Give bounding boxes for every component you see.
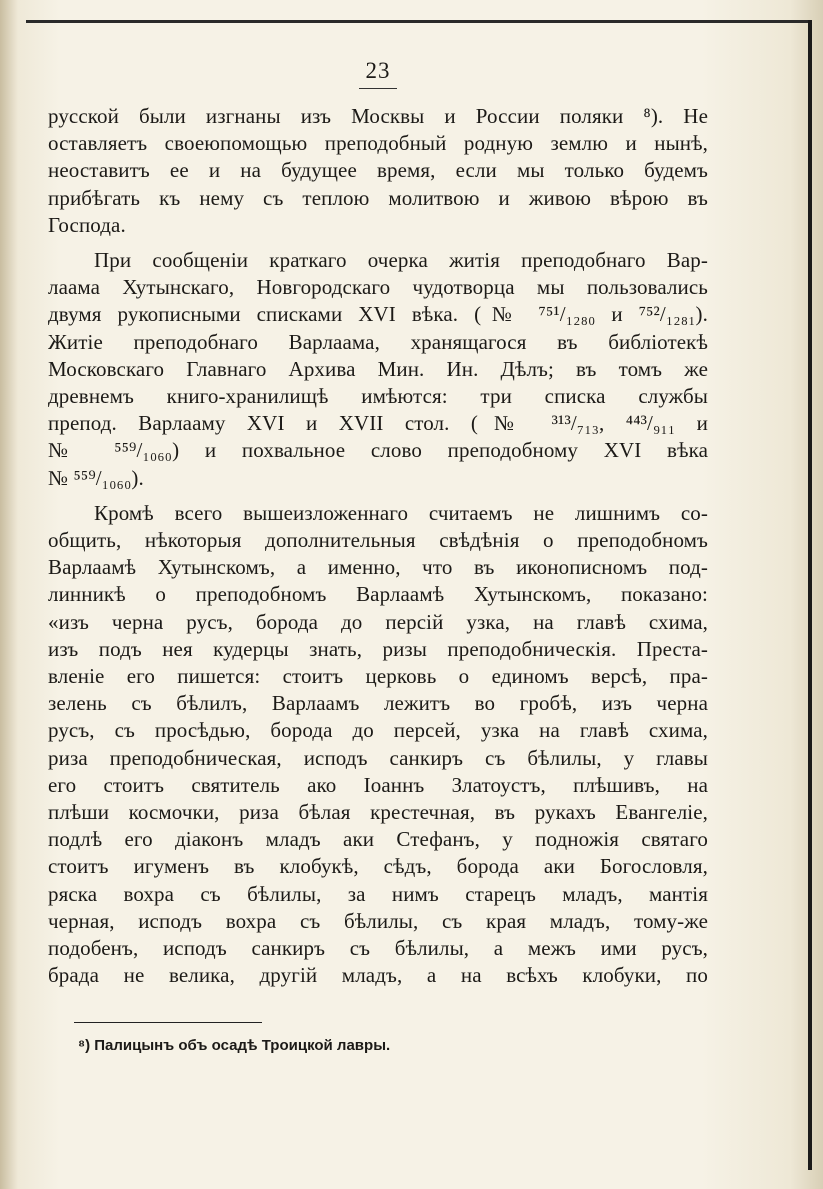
text-line: № ⁵⁵⁹/₁₀₆₀) и похвальное слово преподобному XVI вѣка <box>48 438 708 463</box>
text-line: «изъ черна русъ, борода до персій узка, на главѣ схима, <box>48 609 708 634</box>
document-page <box>48 58 708 1054</box>
paragraph-2 <box>48 247 708 492</box>
text-line: русъ, съ просѣдью, борода до персей, узка на главѣ схима, <box>48 718 708 743</box>
text-line: подлѣ его діаконъ младъ аки Стефанъ, у подножія святаго <box>48 827 708 852</box>
text-line: Житіе преподобнаго Варлаама, хранящагося въ библіотекѣ <box>48 329 708 354</box>
text-line: черная, исподъ вохра съ бѣлилы, съ края младъ, тому-же <box>48 908 708 933</box>
text-line: древнемъ книго-хранилищѣ имѣются: три списка службы <box>48 384 708 409</box>
text-line: препод. Варлааму XVI и XVII стол. (№ ³¹³/₇₁₃, ⁴⁴³/₉₁₁ и <box>48 411 708 436</box>
text-line: неоставитъ ее и на будущее время, если мы только будемъ <box>48 158 708 183</box>
text-line: общить, нѣкоторыя дополнительныя свѣдѣнія о преподобномъ <box>48 528 708 553</box>
text-line: прибѣгать къ нему съ теплою молитвою и живою вѣрою въ <box>48 185 708 210</box>
text-line: При сообщеніи краткаго очерка житія преподобнаго Вар- <box>94 248 708 273</box>
text-line: линникѣ о преподобномъ Варлаамѣ Хутынскомъ, показано: <box>48 582 708 607</box>
text-line: риза преподобническая, исподъ санкиръ съ бѣлилы, у главы <box>48 745 708 770</box>
text-line: ряска вохра съ бѣлилы, за нимъ старецъ младъ, мантія <box>48 881 708 906</box>
text-line: русской были изгнаны изъ Москвы и России поляки ⁸). Не <box>48 104 708 128</box>
text-line: его стоитъ святитель ако Іоаннъ Златоустъ, плѣшивъ, на <box>48 772 708 797</box>
text-line: подобенъ, исподъ санкиръ съ бѣлилы, а межъ ими русъ, <box>48 936 708 961</box>
text-line: Московскаго Главнаго Архива Мин. Ин. Дѣлъ; въ томъ же <box>48 356 708 381</box>
footnote-rule <box>74 1022 262 1023</box>
text-line: Варлаамѣ Хутынскомъ, а именно, что въ иконописномъ под- <box>48 555 708 580</box>
text-line: зелень съ бѣлилъ, Варлаамъ лежитъ во гробѣ, изъ черна <box>48 691 708 716</box>
paragraph-1 <box>48 103 708 239</box>
text-line: Кромѣ всего вышеизложеннаго считаемъ не лишнимъ со- <box>94 500 708 525</box>
text-line: вленіе его пишется: стоитъ церковь о единомъ версѣ, пра- <box>48 664 708 689</box>
scan-right-border <box>808 20 812 1170</box>
page-number: 23 <box>365 58 391 83</box>
text-line: изъ подъ нея кудерцы знать, ризы преподобническія. Преста- <box>48 636 708 661</box>
text-line: Господа. <box>48 212 126 237</box>
page-number-rule <box>359 88 397 89</box>
paragraph-3 <box>48 500 708 990</box>
text-line: № ⁵⁵⁹/₁₀₆₀). <box>48 465 144 490</box>
text-line: брада не велика, другій младъ, а на всѣхъ клобуки, по <box>48 963 708 988</box>
text-line: оставляетъ своеюпомощью преподобный родную землю и нынѣ, <box>48 131 708 156</box>
text-line: лаама Хутынскаго, Новгородскаго чудотворца мы пользовались <box>48 275 708 300</box>
text-line: плѣши космочки, риза бѣлая крестечная, въ рукахъ Евангеліе, <box>48 800 708 825</box>
text-line: стоитъ игуменъ въ клобукѣ, сѣдъ, борода аки Богословля, <box>48 854 708 879</box>
scan-top-border <box>26 20 812 23</box>
text-line: двумя рукописными списками XVI вѣка. (№ ⁷⁵¹/₁₂₈₀ и ⁷⁵²/₁₂₈₁). <box>48 302 708 327</box>
footnote: ⁸) Палицынъ объ осадѣ Троицкой лавры. <box>78 1036 391 1054</box>
